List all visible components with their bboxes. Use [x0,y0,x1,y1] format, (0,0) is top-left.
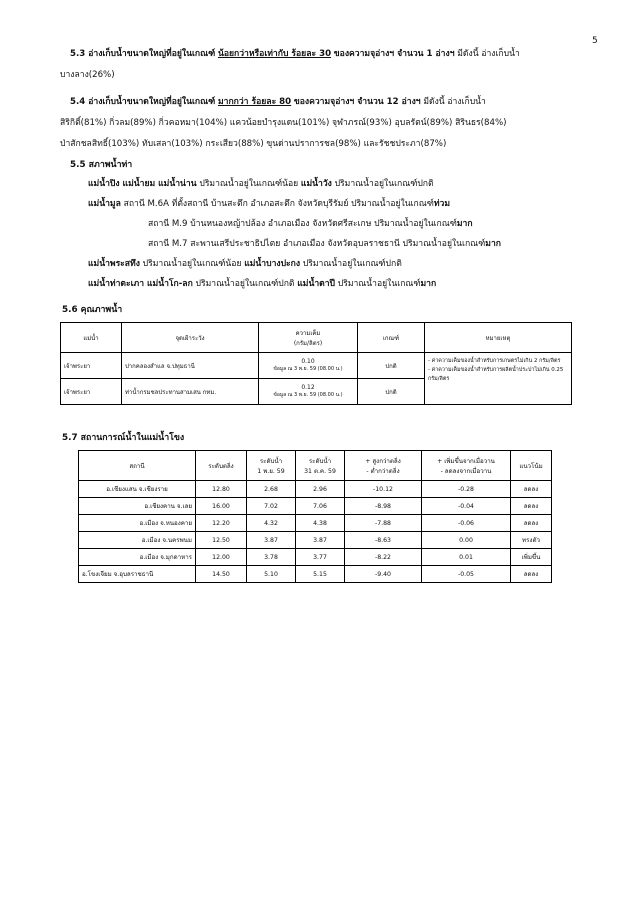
table-row [79,549,552,566]
station-level-2: 5.15 [296,566,345,583]
station-trend: ลดลง [511,481,552,498]
station-bank: 12.20 [196,515,247,532]
station-diff: -10.12 [345,481,422,498]
station-name: อ.โขงเจียม จ.อุบลราชธานี [79,566,196,583]
s55-line1 [88,175,434,193]
station-level-1: 3.87 [247,532,296,549]
col-trend: แนวโน้ม [511,451,552,481]
paragraph-5-3 [60,44,590,86]
s55-l6-rivers: แม่น้ำท่าตะเภา แม่น้ำโก-ลก [88,279,193,289]
section-5-5-title: 5.5 สภาพน้ำท่า [70,160,133,170]
p53-lead: 5.3 อ่างเก็บน้ำขนาดใหญ่ที่อยู่ในเกณฑ์ [70,49,216,59]
station-change: -0.04 [422,498,511,515]
col-change-down: - ลดลงจากเมื่อวาน [440,467,492,475]
s55-l6-river-tapi: แม่น้ำตาปี [297,279,336,289]
s55-l3-status: มาก [456,219,473,229]
station-bank: 14.50 [196,566,247,583]
page-number: 5 [592,36,598,46]
p54-tail: มีดังนี้ อ่างเก็บน้ำ [423,97,486,107]
s55-l1-status-wang: ปริมาณน้ำอยู่ในเกณฑ์ปกติ [334,179,434,189]
station-name: อ.เมือง จ.นครพนม [79,532,196,549]
col-level-1-date: 1 พ.ย. 59 [257,467,285,475]
row2-criteria: ปกติ [358,379,425,405]
s55-l1-river-wang: แม่น้ำวัง [300,179,332,189]
row2-river: เจ้าพระยา [61,379,122,405]
s55-l6-status-tapi: ปริมาณน้ำอยู่ในเกณฑ์ [337,279,421,289]
s55-l1-rivers: แม่น้ำปิง แม่น้ำยม แม่น้ำน่าน [88,179,197,189]
s55-line3 [148,215,473,233]
col-criteria: เกณฑ์ [358,323,425,353]
row1-value: 0.10 [301,358,315,365]
station-trend: ลดลง [511,515,552,532]
s55-l2-text: สถานี M.6A ที่ตั้งสถานี บ้านสะตึก อำเภอสะตึก จังหวัดบุรีรัมย์ ปริมาณน้ำอยู่ในเกณฑ์ [123,199,434,209]
s55-line4 [148,235,501,253]
station-bank: 16.00 [196,498,247,515]
s55-line6 [88,275,436,293]
s55-l5-river2: แม่น้ำบางปะกง [244,259,301,269]
row2-point: ท่าน้ำกรมชลประทานสามเสน กทม. [122,379,259,405]
col-level-1 [247,451,296,481]
col-note: หมายเหตุ [425,323,572,353]
station-level-2: 2.96 [296,481,345,498]
note-2: - ค่าความเค็มของน้ำสำหรับการผลิตน้ำประปาไม่เกิน 0.25 กรัม/ลิตร [428,367,564,382]
col-diff-below: - ต่ำกว่าตลิ่ง [366,467,400,475]
col-diff-above: + สูงกว่าตลิ่ง [365,457,401,465]
s55-l5-river: แม่น้ำพระสทึง [88,259,140,269]
s55-l4-status: มาก [485,239,501,249]
station-diff: -8.63 [345,532,422,549]
station-name: อ.เมือง จ.หนองคาย [79,515,196,532]
row1-criteria: ปกติ [358,353,425,379]
table-row [61,353,572,379]
table-row [79,532,552,549]
row1-point: ปากคลองสำแล จ.ปทุมธานี [122,353,259,379]
col-level-1-label: ระดับน้ำ [259,457,283,465]
station-level-1: 2.68 [247,481,296,498]
station-change: -0.06 [422,515,511,532]
col-salinity-label: ความเค็ม [295,329,321,337]
station-trend: เพิ่มขึ้น [511,549,552,566]
p54-line3: ป่าสักชลสิทธิ์(103%) ทับเสลา(103%) กระเสียว(88%) ขุนด่านปราการชล(98%) และรัชชประภา(87%) [60,139,447,149]
s55-l1-status: ปริมาณน้ำอยู่ในเกณฑ์น้อย [199,179,299,189]
col-river: แม่น้ำ [61,323,122,353]
p54-lead: 5.4 อ่างเก็บน้ำขนาดใหญ่ที่อยู่ในเกณฑ์ [70,97,216,107]
station-change: -0.05 [422,566,511,583]
row2-salinity [259,379,358,405]
col-station: สถานี [79,451,196,481]
s55-l4-text: สถานี M.7 สะพานเสรีประชาธิปไตย อำเภอเมือง จังหวัดอุบลราชธานี ปริมาณน้ำอยู่ในเกณฑ์ [148,239,486,249]
station-diff: -7.88 [345,515,422,532]
station-name: อ.เชียงแสน จ.เชียงราย [79,481,196,498]
station-diff: -9.40 [345,566,422,583]
row2-date: ข้อมูล ณ 3 พ.ย. 59 (08.00 น.) [273,392,343,398]
station-diff: -8.98 [345,498,422,515]
station-bank: 12.00 [196,549,247,566]
col-level-2 [296,451,345,481]
col-change-up: + เพิ่มขึ้นจากเมื่อวาน [437,457,495,465]
station-level-1: 7.02 [247,498,296,515]
col-diff [345,451,422,481]
section-5-7-title: 5.7 สถานการณ์น้ำในแม่น้ำโขง [62,433,185,443]
station-change: 0.00 [422,532,511,549]
station-change: 0.01 [422,549,511,566]
station-level-1: 5.10 [247,566,296,583]
notes-cell [425,353,572,405]
s55-l5-status2: ปริมาณน้ำอยู่ในเกณฑ์ปกติ [302,259,402,269]
s55-l5-status: ปริมาณน้ำอยู่ในเกณฑ์น้อย [142,259,242,269]
row1-date: ข้อมูล ณ 3 พ.ย. 59 (08.00 น.) [273,366,343,372]
col-change [422,451,511,481]
water-quality-table [60,322,572,405]
station-level-2: 3.87 [296,532,345,549]
p54-condition: มากกว่า ร้อยละ 80 [217,97,292,107]
station-trend: ลดลง [511,566,552,583]
col-point: จุดเฝ้าระวัง [122,323,259,353]
table-row [79,481,552,498]
station-trend: ลดลง [511,498,552,515]
station-level-1: 4.32 [247,515,296,532]
col-level-2-label: ระดับน้ำ [308,457,332,465]
col-salinity [259,323,358,353]
station-change: -0.28 [422,481,511,498]
p53-condition: น้อยกว่าหรือเท่ากับ ร้อยละ 30 [217,49,332,59]
station-level-1: 3.78 [247,549,296,566]
s55-line5 [88,255,402,273]
station-bank: 12.80 [196,481,247,498]
table-row [79,566,552,583]
section-5-6-title: 5.6 คุณภาพน้ำ [62,305,123,315]
station-level-2: 4.38 [296,515,345,532]
mekong-header-row [79,451,552,481]
note-1: - ค่าความเค็มของน้ำสำหรับการเกษตรไม่เกิน 2 กรัม/ลิตร [428,358,561,364]
station-trend: ทรงตัว [511,532,552,549]
s55-l6-level: มาก [420,279,437,289]
p53-rest: ของความจุอ่างฯ จำนวน 1 อ่างฯ [333,49,455,59]
p54-rest: ของความจุอ่างฯ จำนวน 12 อ่างฯ [293,97,421,107]
s55-l6-status: ปริมาณน้ำอยู่ในเกณฑ์ปกติ [195,279,295,289]
station-level-2: 3.77 [296,549,345,566]
table-row [79,515,552,532]
p53-tail: มีดังนี้ อ่างเก็บน้ำ [457,49,520,59]
paragraph-5-4 [60,92,590,155]
mekong-table [78,450,552,583]
station-level-2: 7.06 [296,498,345,515]
table-row [79,498,552,515]
col-level-2-date: 31 ต.ค. 59 [304,467,336,475]
s55-l2-status: ท่วม [433,199,450,209]
station-name: อ.เชียงคาน จ.เลย [79,498,196,515]
col-bank: ระดับตลิ่ง [196,451,247,481]
row1-salinity [259,353,358,379]
col-salinity-unit: (กรัม/ลิตร) [293,339,323,347]
s55-l2-river: แม่น้ำมูล [88,199,121,209]
s55-l3-text: สถานี M.9 บ้านหนองหญ้าปล้อง อำเภอเมือง จังหวัดศรีสะเกษ ปริมาณน้ำอยู่ในเกณฑ์ [148,219,457,229]
p54-line2: สิริกิติ์(81%) กิ่วลม(89%) กิ่วคอหมา(104%) แควน้อยบำรุงแดน(101%) จุฬาภรณ์(93%) อุบลรัตน์(89%) สิรินธร(84%) [60,118,507,128]
s55-line2 [88,195,450,213]
row1-river: เจ้าพระยา [61,353,122,379]
row2-value: 0.12 [301,384,315,391]
station-diff: -8.22 [345,549,422,566]
station-name: อ.เมือง จ.มุกดาหาร [79,549,196,566]
p53-line2: บางลาง(26%) [60,70,115,80]
station-bank: 12.50 [196,532,247,549]
